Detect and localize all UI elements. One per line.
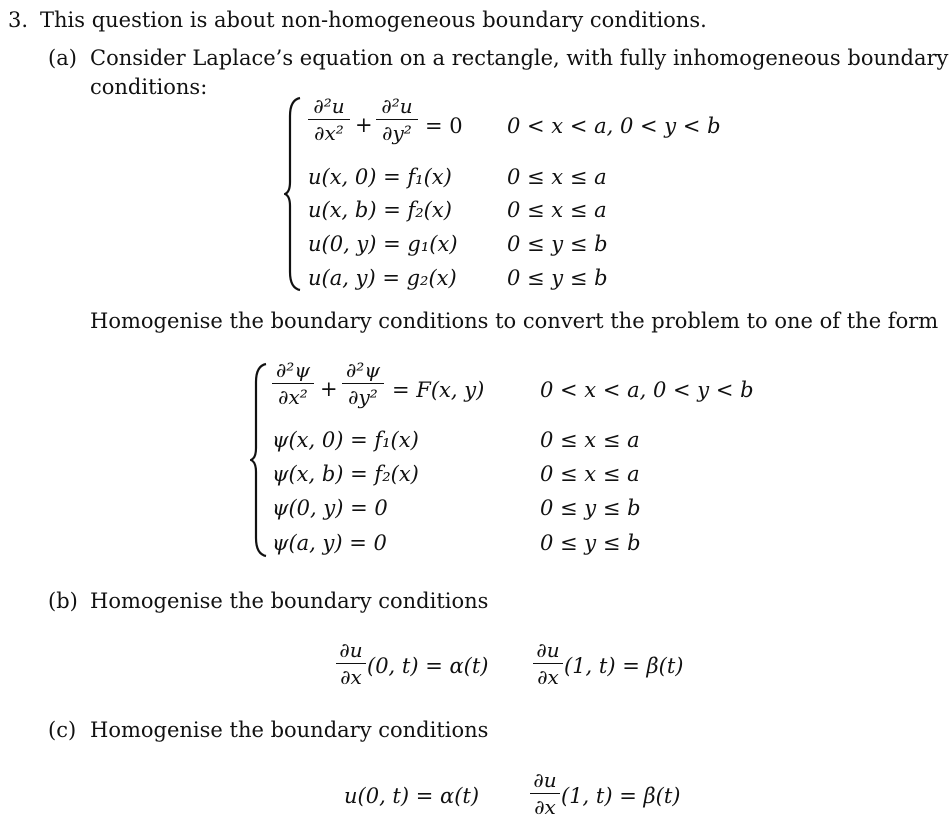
part-c-bc2-frac: [530, 768, 560, 820]
left-brace-icon: [250, 362, 270, 558]
system2-row-eq: ψ(x, b) = f₂(x): [272, 462, 419, 486]
system1-frac1: [308, 94, 350, 146]
part-c-bc2-den: ∂x: [534, 795, 556, 820]
system1-frac1-num: ∂²u: [313, 94, 345, 118]
part-b-bc1-frac: [336, 638, 366, 690]
system2-row-eq: ψ(a, y) = 0: [272, 531, 387, 555]
fraction-bar: [376, 119, 418, 120]
part-b-bc2-num: ∂u: [536, 638, 560, 662]
system1-row-eq: u(x, b) = f₂(x): [308, 198, 452, 222]
part-b-text: Homogenise the boundary conditions: [90, 589, 489, 613]
system2-row-domain: 0 ≤ x ≤ a: [540, 462, 640, 486]
system2-frac2: [342, 358, 384, 410]
system2-frac1-den: ∂x²: [278, 385, 308, 410]
part-b-bc1-rest: (0, t) = α(t): [367, 654, 489, 678]
system1-row-domain: 0 ≤ x ≤ a: [507, 198, 607, 222]
system1-frac1-den: ∂x²: [314, 121, 344, 146]
part-b-bc2-rest: (1, t) = β(t): [564, 654, 684, 678]
system1-frac2-den: ∂y²: [382, 121, 412, 146]
part-b-bc2-den: ∂x: [537, 665, 559, 690]
part-a-text-line1: Consider Laplace’s equation on a rectangle, with fully inhomogeneous boundary: [90, 46, 949, 70]
system2-frac1-num: ∂²ψ: [275, 358, 311, 382]
system2-frac2-num: ∂²ψ: [345, 358, 381, 382]
part-a-label: (a): [48, 46, 77, 70]
system1-frac2: [376, 94, 418, 146]
system1-pde-domain: 0 < x < a, 0 < y < b: [507, 114, 721, 138]
part-b-bc1-den: ∂x: [340, 665, 362, 690]
homogenise-text: Homogenise the boundary conditions to convert the problem to one of the form: [90, 309, 939, 333]
system2-row-domain: 0 ≤ y ≤ b: [540, 531, 641, 555]
part-b-bc2-frac: [533, 638, 563, 690]
part-b-bc1-num: ∂u: [339, 638, 363, 662]
part-c-bc2-rest: (1, t) = β(t): [561, 784, 681, 808]
part-c-text: Homogenise the boundary conditions: [90, 718, 489, 742]
system2-frac1: [272, 358, 314, 410]
question-intro: This question is about non-homogeneous boundary conditions.: [40, 8, 707, 32]
system1-row-eq: u(x, 0) = f₁(x): [308, 165, 452, 189]
system2-row-eq: ψ(x, 0) = f₁(x): [272, 428, 419, 452]
fraction-bar: [336, 663, 366, 664]
question-number: 3.: [8, 8, 29, 32]
system1-row-domain: 0 ≤ y ≤ b: [507, 266, 608, 290]
system2-plus: +: [320, 377, 338, 401]
system1-rhs: = 0: [425, 114, 463, 138]
fraction-bar: [272, 383, 314, 384]
system2-row-domain: 0 ≤ x ≤ a: [540, 428, 640, 452]
system2-row-domain: 0 ≤ y ≤ b: [540, 496, 641, 520]
left-brace-icon: [284, 96, 304, 292]
fraction-bar: [342, 383, 384, 384]
fraction-bar: [530, 793, 560, 794]
system2-pde-domain: 0 < x < a, 0 < y < b: [540, 378, 754, 402]
system1-row-eq: u(a, y) = g₂(x): [308, 266, 457, 290]
fraction-bar: [308, 119, 350, 120]
system2-rhs: = F(x, y): [392, 378, 485, 402]
system1-row-eq: u(0, y) = g₁(x): [308, 232, 458, 256]
system1-row-domain: 0 ≤ y ≤ b: [507, 232, 608, 256]
part-c-bc2-num: ∂u: [533, 768, 557, 792]
system1-row-domain: 0 ≤ x ≤ a: [507, 165, 607, 189]
part-c-label: (c): [48, 718, 77, 742]
fraction-bar: [533, 663, 563, 664]
system1-frac2-num: ∂²u: [381, 94, 413, 118]
part-a-text-line2: conditions:: [90, 75, 208, 99]
system2-row-eq: ψ(0, y) = 0: [272, 496, 388, 520]
system2-frac2-den: ∂y²: [348, 385, 378, 410]
system1-plus: +: [355, 113, 373, 137]
part-c-bc1: u(0, t) = α(t): [344, 784, 480, 808]
part-b-label: (b): [48, 589, 78, 613]
